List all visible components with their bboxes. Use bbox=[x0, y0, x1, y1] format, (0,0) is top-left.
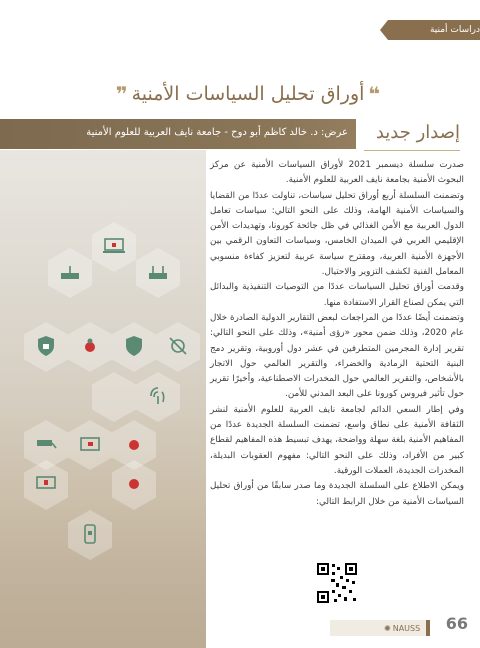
body-paragraph: صدرت سلسلة ديسمبر 2021 لأوراق السياسات الأمنية عن مركز البحوث الأمنية بجامعة نايف العربية للعلوم الأمنية. bbox=[210, 160, 464, 186]
star-icon: ✺ bbox=[384, 623, 391, 633]
section-label: دراسات أمنية bbox=[429, 25, 480, 35]
page-number: 66 bbox=[445, 614, 468, 633]
laptop-virus-icon bbox=[34, 472, 58, 496]
router-icon bbox=[146, 260, 170, 284]
issue-label: إصدار جديد bbox=[364, 122, 460, 151]
shield-icon bbox=[34, 334, 58, 358]
bug-icon bbox=[78, 334, 102, 358]
byline: عرض: د. خالد كاظم أبو دوح - جامعة نايف العربية للعلوم الأمنية bbox=[86, 127, 348, 138]
nauss-logo-text: NAUSS bbox=[392, 623, 421, 633]
router-icon bbox=[58, 260, 82, 284]
article-title: أوراق تحليل السياسات الأمنية bbox=[131, 83, 365, 105]
section-tab bbox=[388, 20, 480, 40]
fingerprint-icon bbox=[146, 384, 170, 408]
article-body bbox=[210, 158, 464, 510]
cctv-icon bbox=[34, 432, 58, 456]
open-quote-icon: ❝ bbox=[368, 82, 381, 106]
qr-code[interactable] bbox=[316, 562, 358, 604]
body-paragraph: وتضمنت السلسلة أربع أوراق تحليل سياسات، تناولت عددًا من القضايا والسياسات الأمنية الهامة، وذلك على النحو التالي: سياسات تعامل الدول العربية مع الأمن الغذائي في ظل جائحة كورونا، وتهديدات الأمن الإقليمي العربي في الميدان الخامس، وسياسات التعاون الرقمي بين الأجهزة الأمنية العربية، ومقترح سياسة عربية لتعزيز كفاءة منسوبي المعامل الفنية لكشف التزوير والاحتيال. bbox=[210, 190, 464, 278]
body-paragraph: وقدمت أوراق تحليل السياسات عددًا من التوصيات التنفيذية والبدائل التي يمكن لصناع القرار الاستفادة منها. bbox=[210, 282, 464, 308]
cover-photo bbox=[0, 150, 206, 648]
shield-icon bbox=[122, 334, 146, 358]
phone-lock-icon bbox=[78, 522, 102, 546]
article-title-row bbox=[48, 82, 448, 106]
nauss-logo bbox=[384, 620, 424, 636]
body-paragraph: وفي إطار السعي الدائم لجامعة نايف العربية للعلوم الأمنية لنشر الثقافة الأمنية على نطاق واسع، تضمنت السلسلة الجديدة عددًا من المفاهيم الأمنية بلغة سهلة وواضحة، يهدف تبسيط هذه المفاهيم لقطاع كبير من الأفراد، وذلك على النحو التالي: مفهوم العقوبات البديلة، المخدرات الجديدة، العملات الورقية. bbox=[210, 404, 464, 476]
virus-icon bbox=[122, 472, 146, 496]
laptop-lock-icon bbox=[102, 234, 126, 258]
close-quote-icon: ❞ bbox=[115, 82, 128, 106]
body-paragraph: وتضمنت أيضًا عددًا من المراجعات لبعض التقارير الدولية الصادرة خلال عام 2020، وذلك ضمن محور «رؤى أمنية»، وذلك على النحو التالي: تقرير إدارة المجرمين المتطرفين في عشر دول أوروبية، وتقرير دمج البنية التحتية الرمادية والخضراء، والتقرير العالمي حول الاتجار بالأشخاص، والتقرير العالمي حول المخدرات الاصطناعية، وأخيرًا تقرير حول تأثير فيروس كورونا على البعد المدني للأمن. bbox=[210, 312, 464, 400]
card-lock-icon bbox=[78, 432, 102, 456]
bug-icon bbox=[122, 432, 146, 456]
body-paragraph: ويمكن الاطلاع على السلسلة الجديدة وما صدر سابقًا من أوراق تحليل السياسات الأمنية من خلال الرابط التالي: bbox=[210, 481, 464, 507]
virus-icon bbox=[166, 334, 190, 358]
